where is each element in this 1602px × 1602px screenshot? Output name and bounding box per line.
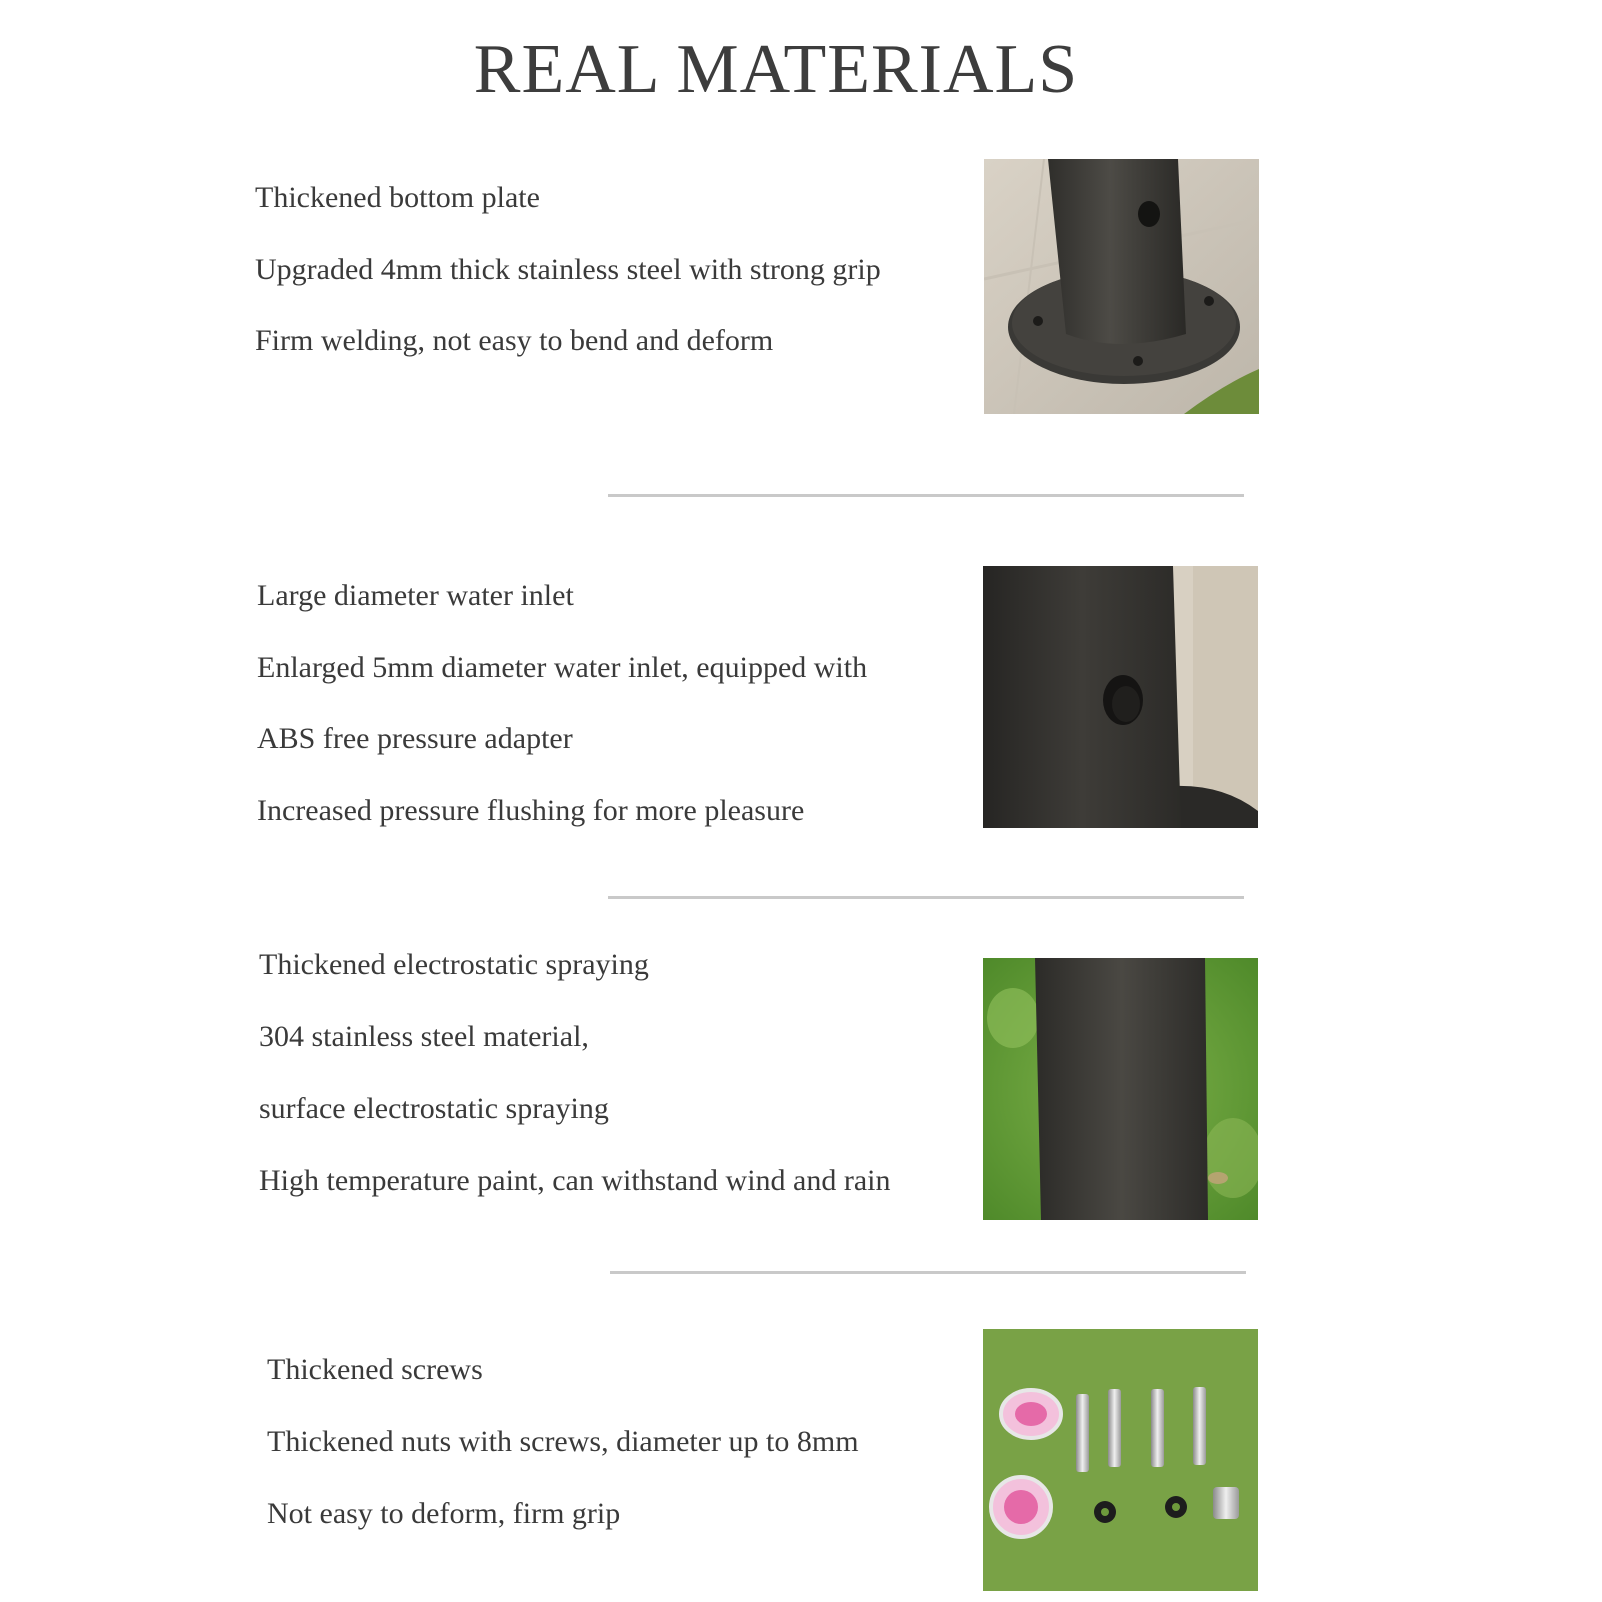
screws-kit-photo	[983, 1329, 1258, 1591]
section-line: Increased pressure flushing for more pleasure	[257, 794, 805, 827]
section-divider	[610, 1271, 1246, 1274]
section-line: 304 stainless steel material,	[259, 1020, 589, 1053]
page-title: REAL MATERIALS	[473, 31, 1079, 108]
grass-pole-photo	[983, 958, 1258, 1220]
section-line: Firm welding, not easy to bend and deform	[255, 324, 774, 357]
section-line: Not easy to deform, firm grip	[267, 1497, 621, 1530]
water-inlet-photo	[983, 566, 1258, 828]
section-heading: Thickened bottom plate	[255, 181, 540, 214]
section-line: Enlarged 5mm diameter water inlet, equipped with	[257, 651, 868, 684]
section-heading: Thickened electrostatic spraying	[259, 948, 649, 981]
section-heading: Thickened screws	[267, 1353, 483, 1386]
section-divider	[608, 896, 1244, 899]
section-line: Thickened nuts with screws, diameter up to 8mm	[267, 1425, 859, 1458]
section-line: surface electrostatic spraying	[259, 1092, 609, 1125]
section-line: High temperature paint, can withstand wind and rain	[259, 1164, 891, 1197]
section-line: Upgraded 4mm thick stainless steel with strong grip	[255, 253, 881, 286]
section-line: ABS free pressure adapter	[257, 722, 573, 755]
section-heading: Large diameter water inlet	[257, 579, 574, 612]
bottom-plate-photo	[984, 159, 1259, 414]
section-divider	[608, 494, 1244, 497]
